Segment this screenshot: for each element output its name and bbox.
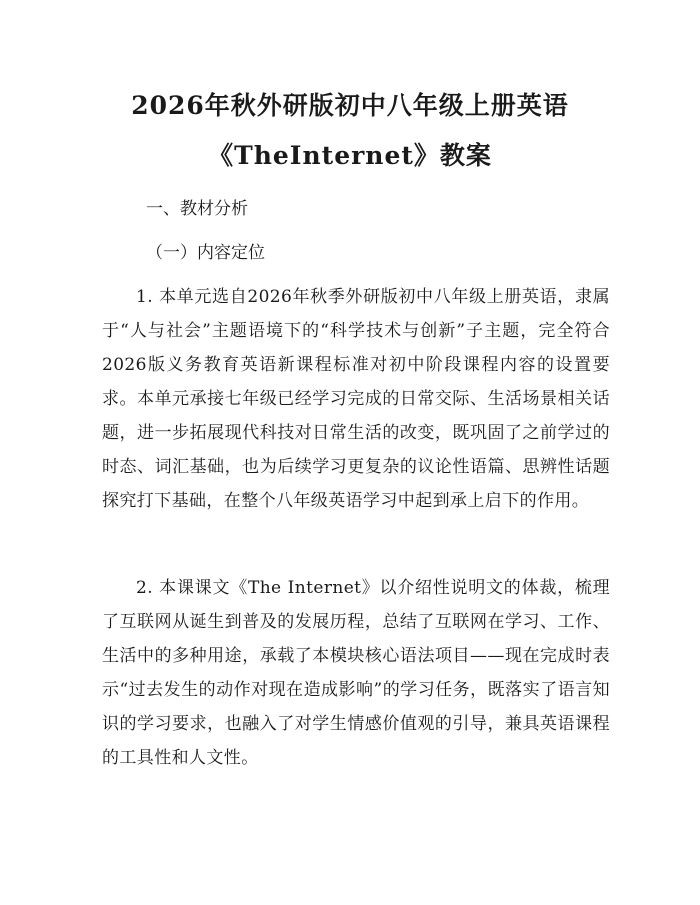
paragraph-1: 1. 本单元选自2026年秋季外研版初中八年级上册英语，隶属于“人与社会”主题语境下的“科学技术与创新”子主题，完全符合2026版义务教育英语新课程标准对初中阶段课程内容的设置要求。本单元承接七年级已经学习完成的日常交际、生活场景相关话题，进一步拓展现代科技对日常生活的改变，既巩固了之前学过的时态、词汇基础，也为后续学习更复杂的议论性语篇、思辨性话题探究打下基础，在整个八年级英语学习中起到承上启下的作用。	[102, 287, 610, 511]
document-title-line-1: 2026年秋外研版初中八年级上册英语	[131, 91, 569, 120]
subsection-heading: （一）内容定位	[146, 243, 265, 263]
section-heading: 一、教材分析	[146, 199, 248, 219]
document-title-line-2: 《TheInternet》教案	[208, 141, 492, 170]
paragraph-2: 2. 本课课文《The Internet》以介绍性说明文的体裁，梳理了互联网从诞生到普及的发展历程，总结了互联网在学习、工作、生活中的多种用途，承载了本模块核心语法项目——现在完成时表示“过去发生的动作对现在造成影响”的学习任务，既落实了语言知识的学习要求，也融入了对学生情感价值观的引导，兼具英语课程的工具性和人文性。	[102, 578, 610, 768]
